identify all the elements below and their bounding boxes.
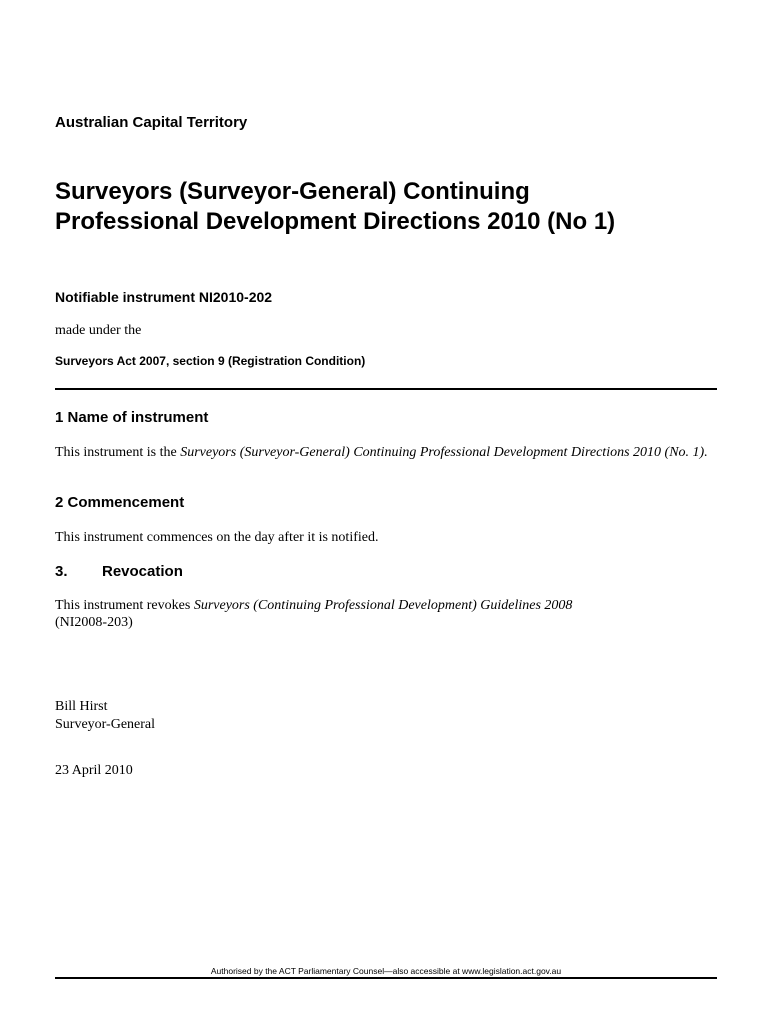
signatory-name: Bill Hirst bbox=[55, 699, 108, 714]
section-body-text: This instrument revokes bbox=[55, 598, 194, 613]
revoked-instrument-number: (NI2008-203) bbox=[55, 615, 133, 630]
signatory-title: Surveyor-General bbox=[55, 717, 156, 732]
section-heading-commencement: 2 Commencement bbox=[55, 494, 185, 511]
document-title bbox=[55, 177, 735, 237]
instrument-number: Notifiable instrument NI2010-202 bbox=[55, 289, 273, 305]
section-body-commencement: This instrument commences on the day after it is notified. bbox=[55, 530, 379, 545]
section-heading-revocation bbox=[55, 563, 183, 580]
authorising-act: Surveyors Act 2007, section 9 (Registration Condition) bbox=[55, 354, 366, 368]
footer-authorisation-text: Authorised by the ACT Parliamentary Counsel—also accessible at www.legislation.act.gov.au bbox=[210, 966, 562, 976]
section-body-name-of-instrument bbox=[55, 444, 720, 461]
document-title-line-2: Professional Development Directions 2010 (No 1) bbox=[55, 208, 616, 235]
document-title-line-1: Surveyors (Surveyor-General) Continuing bbox=[55, 178, 530, 205]
header-divider bbox=[55, 388, 717, 390]
instrument-citation: Surveyors (Surveyor-General) Continuing Professional Development Directions 2010 (No. 1). bbox=[180, 445, 708, 460]
jurisdiction-label: Australian Capital Territory bbox=[55, 114, 248, 131]
made-under-text: made under the bbox=[55, 323, 142, 338]
revoked-instrument-citation: Surveyors (Continuing Professional Development) Guidelines 2008 bbox=[193, 598, 573, 613]
section-heading-text: Revocation bbox=[102, 563, 183, 580]
section-body-text: This instrument is the bbox=[55, 445, 181, 460]
section-number: 3. bbox=[55, 563, 68, 580]
section-heading-name-of-instrument: 1 Name of instrument bbox=[55, 409, 209, 426]
signature-date: 23 April 2010 bbox=[55, 763, 133, 778]
footer-divider bbox=[55, 977, 717, 979]
section-body-revocation bbox=[55, 597, 720, 631]
